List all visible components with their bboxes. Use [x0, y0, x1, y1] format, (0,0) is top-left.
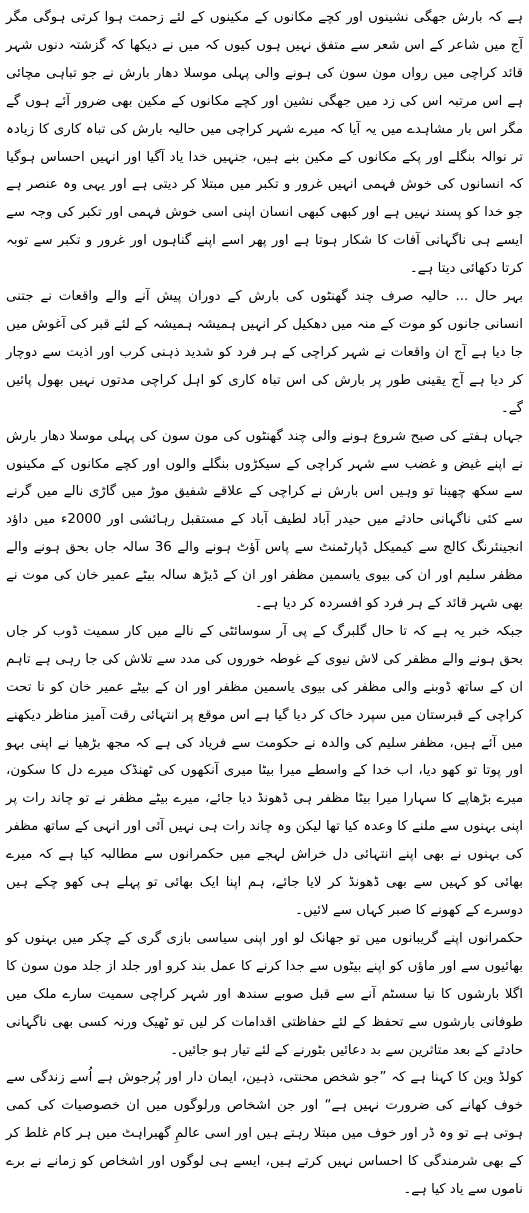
paragraph-1: ہے کہ بارش جھگی نشینوں اور کچے مکانوں کے مکینوں کے لئے زحمت ہوا کرتی ہوگی مگر آج میں شاعر کے اس شعر سے متفق نہیں ہوں کیوں کہ میں نے دیکھا کہ گزشتہ دنوں شہر قائد کراچی میں رواں مون سون کی ہونے والی پہلی موسلا دھار بارش نے جو تباہی مچائی ہے اس مرتبہ اس کی زد میں جھگی نشین اور کچے مکانوں کے مکین بھی ضرور آئے ہوں گے مگر اس بار مشاہدے میں یہ آیا کہ میرے شہر کراچی میں حالیہ بارش کی تباہ کاری کا زیادہ تر نوالہ بنگلے اور پکے مکانوں کے مکین بنے ہیں، جنہیں خدا یاد آگیا اور انہیں احساس ہوگیا کہ انسانوں کی خوش فہمی انہیں غرور و تکبر میں مبتلا کر دیتی ہے اور یہی وہ عنصر ہے جو خدا کو پسند نہیں ہے اور کبھی کبھی انسان اپنی اسی خوش فہمی اور تکبر کی وجہ سے ایسے ہی ناگہانی آفات کا شکار ہوتا ہے اور پھر اسے اپنے گناہوں اور غرور و تکبر سے توبہ کرتا دکھائی دیتا ہے۔ [6, 10, 523, 277]
paragraph-2: بہر حال ... حالیہ صرف چند گھنٹوں کی بارش کے دوران پیش آنے والے واقعات نے جتنی انسانی جانوں کو موت کے منہ میں دھکیل کر انہیں ہمیشہ ہمیشہ کے لئے قبر کی آغوش میں جا دیا ہے آج ان واقعات نے شہر کراچی کے ہر فرد کو شدید ذہنی کرب اور اذیت سے دوچار کر دیا ہے آج یقینی طور پر بارش کی اس تباہ کاری کو اہل کراچی مدتوں نہیں بھول پائیں گے۔ [6, 289, 523, 416]
paragraph-4: جبکہ خبر یہ ہے کہ تا حال گلبرگ کے پی آر سوسائٹی کے نالے میں کار سمیت ڈوب کر جاں بحق ہونے والے مظفر کی لاش نیوی کے غوطہ خوروں کی مدد سے تلاش کی جا رہی ہے تاہم ان کے ساتھ ڈوبنے والی مظفر کی بیوی یاسمین مظفر اور ان کے بیٹے عمیر خان کو نا تحت کراچی کے قبرستان میں سپرد خاک کر دیا گیا ہے اس موقع پر انتہائی رقت آمیز مناظر دیکھنے میں آئے ہیں، مظفر سلیم کی والدہ نے حکومت سے فریاد کی ہے کہ مجھ بڑھیا نے اپنی بہو اور پوتا تو کھو دیا، اب خدا کے واسطے میرا بیٹا میری آنکھوں کی ٹھنڈک میرے دل کا سکون، میرے بڑھاپے کا سہارا میرا بیٹا مظفر ہی ڈھونڈ دیا جائے، میرے بیٹے مظفر نے تو چاند رات پر اپنی بہنوں سے ملنے کا وعدہ کیا تھا لیکن وہ چاند رات ہی نہیں آئی اور انہی کے ساتھ مظفر کی بہنوں نے بھی اپنے انتہائی دل خراش لہجے میں حکمرانوں سے مطالبہ کیا ہے کہ میرے بھائی کو کہیں سے بھی ڈھونڈ کر لایا جائے، ہم اپنا ایک بھائی تو پہلے ہی کھو چکے ہیں دوسرے کے کھونے کا صبر کہاں سے لائیں۔ [6, 623, 523, 918]
paragraph-5: حکمرانوں اپنے گریبانوں میں تو جھانک لو اور اپنی سیاسی بازی گری کے چکر میں بہنوں کو بھائیوں سے اور ماؤں کو اپنے بیٹوں سے جدا کرنے کا عمل بند کرو اور جلد از جلد مون سون کا اگلا بارشوں کا نیا سسٹم آنے سے قبل صوبے سندھ اور شہر کراچی سمیت سارے ملک میں طوفانی بارشوں سے تحفظ کے لئے حفاظتی اقدامات کر لیں تو ٹھیک ورنہ کسی بھی ناگہانی حادثے کے بعد متاثرین سے بد دعائیں بٹورنے کے لئے تیار ہو جائیں۔ [6, 930, 523, 1058]
paragraph-3: جہاں ہفتے کی صبح شروع ہونے والی چند گھنٹوں کی مون سون کی پہلی موسلا دھار بارش نے اپنے غیض و غضب سے شہر کراچی کے سیکڑوں بنگلے والوں اور کچے مکانوں کے مکینوں سے سکھ چھینا تو وہیں اس بارش نے کراچی کے علاقے شفیق موڑ میں گاڑی نالے میں گرنے سے کئی ناگہانی حادثے میں حیدر آباد لطیف آباد کے مستقبل رہائشی اور 2000ء میں داؤد انجینئرنگ کالج سے کیمیکل ڈپارٹمنٹ سے پاس آؤٹ ہونے والے 36 سالہ جاں بحق ہونے والے مظفر سلیم اور ان کی بیوی یاسمین مظفر اور ان کے ڈیڑھ سالہ بیٹے عمیر خان کی موت نے بھی شہر قائد کے ہر فرد کو افسردہ کر دیا ہے۔ [6, 428, 523, 612]
paragraph-6: کولڈ وین کا کہنا ہے کہ ”جو شخص محنتی، ذہین، ایمان دار اور پُرجوش ہے اُسے زندگی سے خوف کھانے کی ضرورت نہیں ہے“ اور جن اشخاص ورلوگوں میں ان خصوصیات کی کمی ہوتی ہے تو وہ ڈر اور خوف میں مبتلا رہتے ہیں اور اسی عالمِ گھبراہٹ میں ہر کام غلط کر کے بھی شرمندگی کا احساس نہیں کرتے ہیں، ایسے ہی لوگوں اور اشخاص کو زمانے نے برے ناموں سے یاد کیا ہے۔ [6, 1070, 523, 1198]
